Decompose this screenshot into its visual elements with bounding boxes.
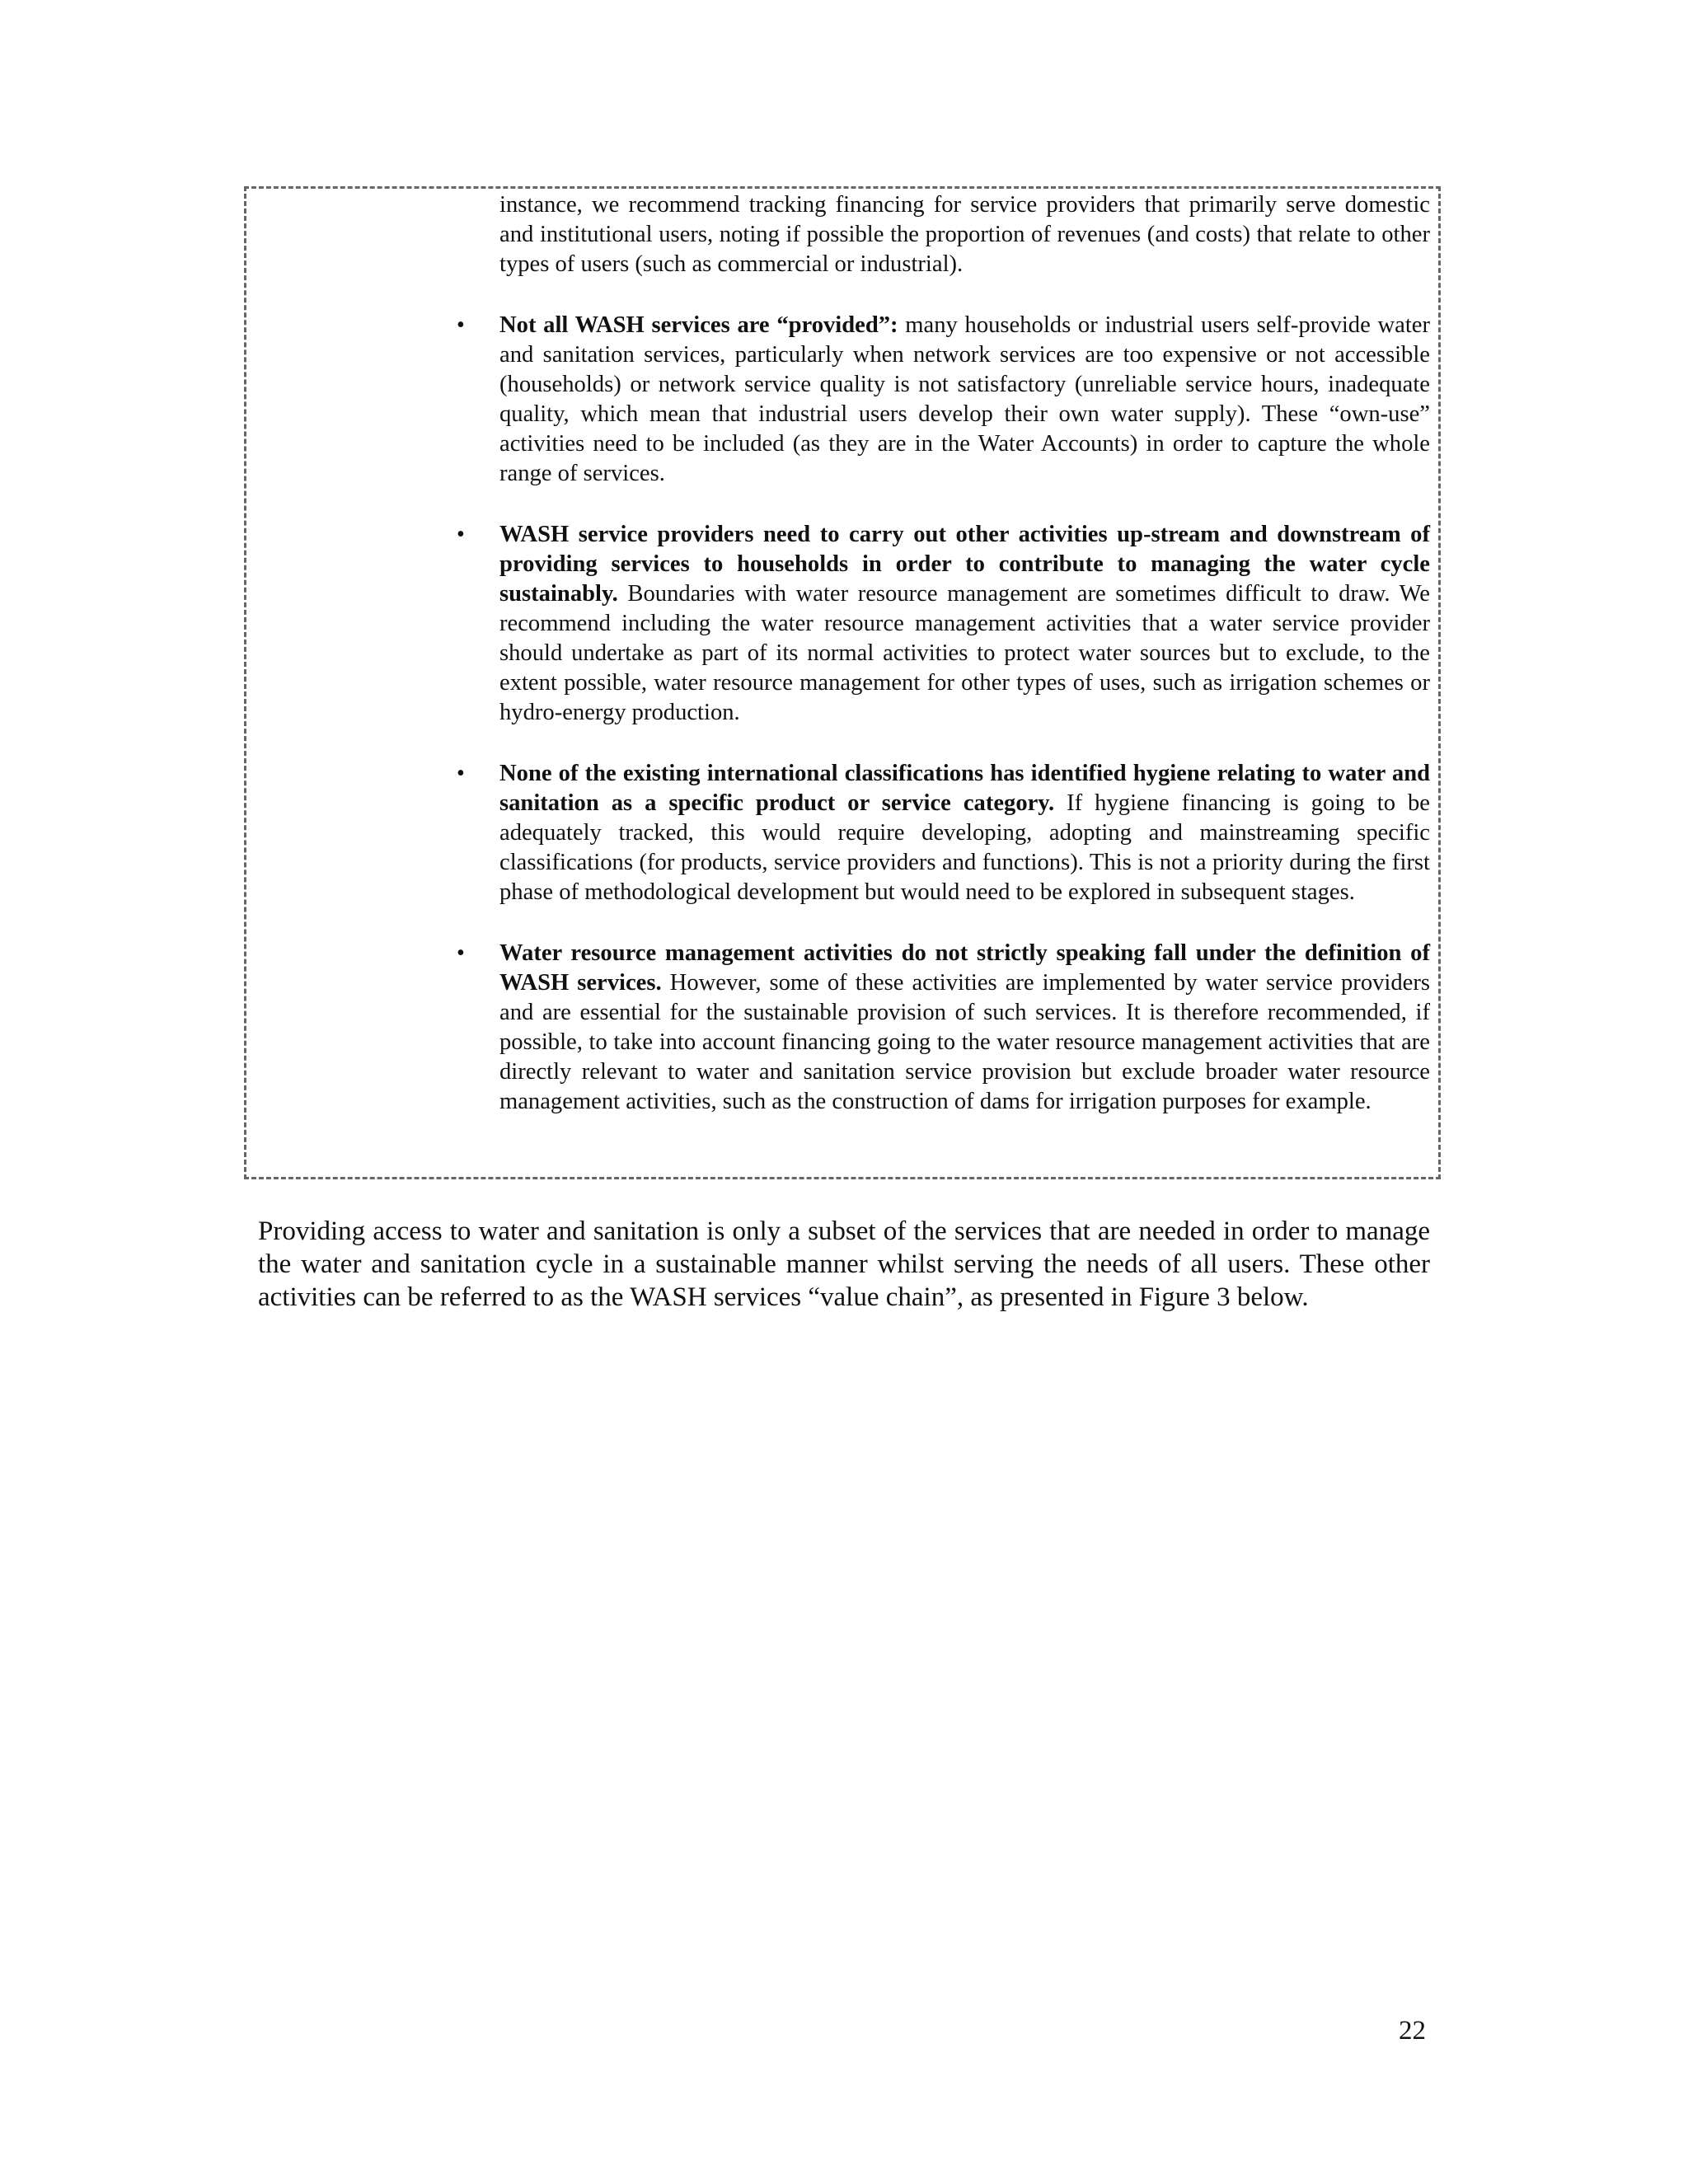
bullet-marker: •	[457, 312, 465, 338]
bullet-item	[457, 520, 1430, 728]
box-intro-paragraph: instance, we recommend tracking financing for service providers that primarily serve domestic and institutional users, noting if possible the proportion of revenues (and costs) that relate to other types of users (such as commercial or industrial).	[499, 192, 1430, 277]
bullet-body: If hygiene financing is going to be adequately tracked, this would require developing, adopting and mainstreaming specific classifications (for products, service providers and functions). This is not a priority during the first phase of methodological development but would need to be explored in subsequent stages.	[499, 790, 1430, 905]
body-paragraph: Providing access to water and sanitation is only a subset of the services that are needed in order to manage the water and sanitation cycle in a sustainable manner whilst serving the needs of all users. These other activities can be referred to as the WASH services “value chain”, as presented in Figure 3 below.	[258, 1216, 1430, 1312]
bullet-heading: WASH service providers need to carry out other activities up-stream and downstream of providing services to households in order to contribute to managing the water cycle sustainably.	[499, 522, 1430, 607]
bullet-item	[457, 311, 1431, 489]
bullet-item	[457, 939, 1430, 1117]
bullet-text	[499, 522, 1430, 725]
text-box-content	[457, 190, 1431, 1117]
bullet-heading: Water resource management activities do not strictly speaking fall under the definition of WASH services.	[499, 940, 1430, 996]
bullet-text	[499, 940, 1430, 1114]
bullet-body: Boundaries with water resource management are sometimes difficult to draw. We recommend including the water resource management activities that a water service provider should undertake as part of its normal activities to protect water sources but to exclude, to the extent possible, water resource management for other types of uses, such as irrigation schemes or hydro-energy production.	[499, 581, 1430, 725]
bullet-text	[499, 312, 1430, 486]
bullet-list	[457, 311, 1431, 1117]
page-number: 22	[1399, 2016, 1426, 2046]
bullet-heading: None of the existing international classifications has identified hygiene relating to water and sanitation as a specific product or service category.	[499, 761, 1430, 816]
bullet-heading: Not all WASH services are “provided”:	[499, 312, 898, 338]
bullet-marker: •	[457, 761, 465, 786]
bullet-body: However, some of these activities are implemented by water service providers and are essential for the sustainable provision of such services. It is therefore recommended, if possible, to take into account financing going to the water resource management activities that are directly relevant to water and sanitation service provision but exclude broader water resource management activities, such as the construction of dams for irrigation purposes for example.	[499, 970, 1430, 1114]
text-box	[244, 186, 1441, 1179]
bullet-item	[457, 759, 1430, 907]
bullet-marker: •	[457, 940, 465, 966]
bullet-body: many households or industrial users self-provide water and sanitation services, particularly when network services are too expensive or not accessible (households) or network service quality is not satisfactory (unreliable service hours, inadequate quality, which mean that industrial users develop their own water supply). These “own-use” activities need to be included (as they are in the Water Accounts) in order to capture the whole range of services.	[499, 312, 1431, 486]
bullet-text	[499, 761, 1430, 905]
bullet-marker: •	[457, 522, 465, 547]
